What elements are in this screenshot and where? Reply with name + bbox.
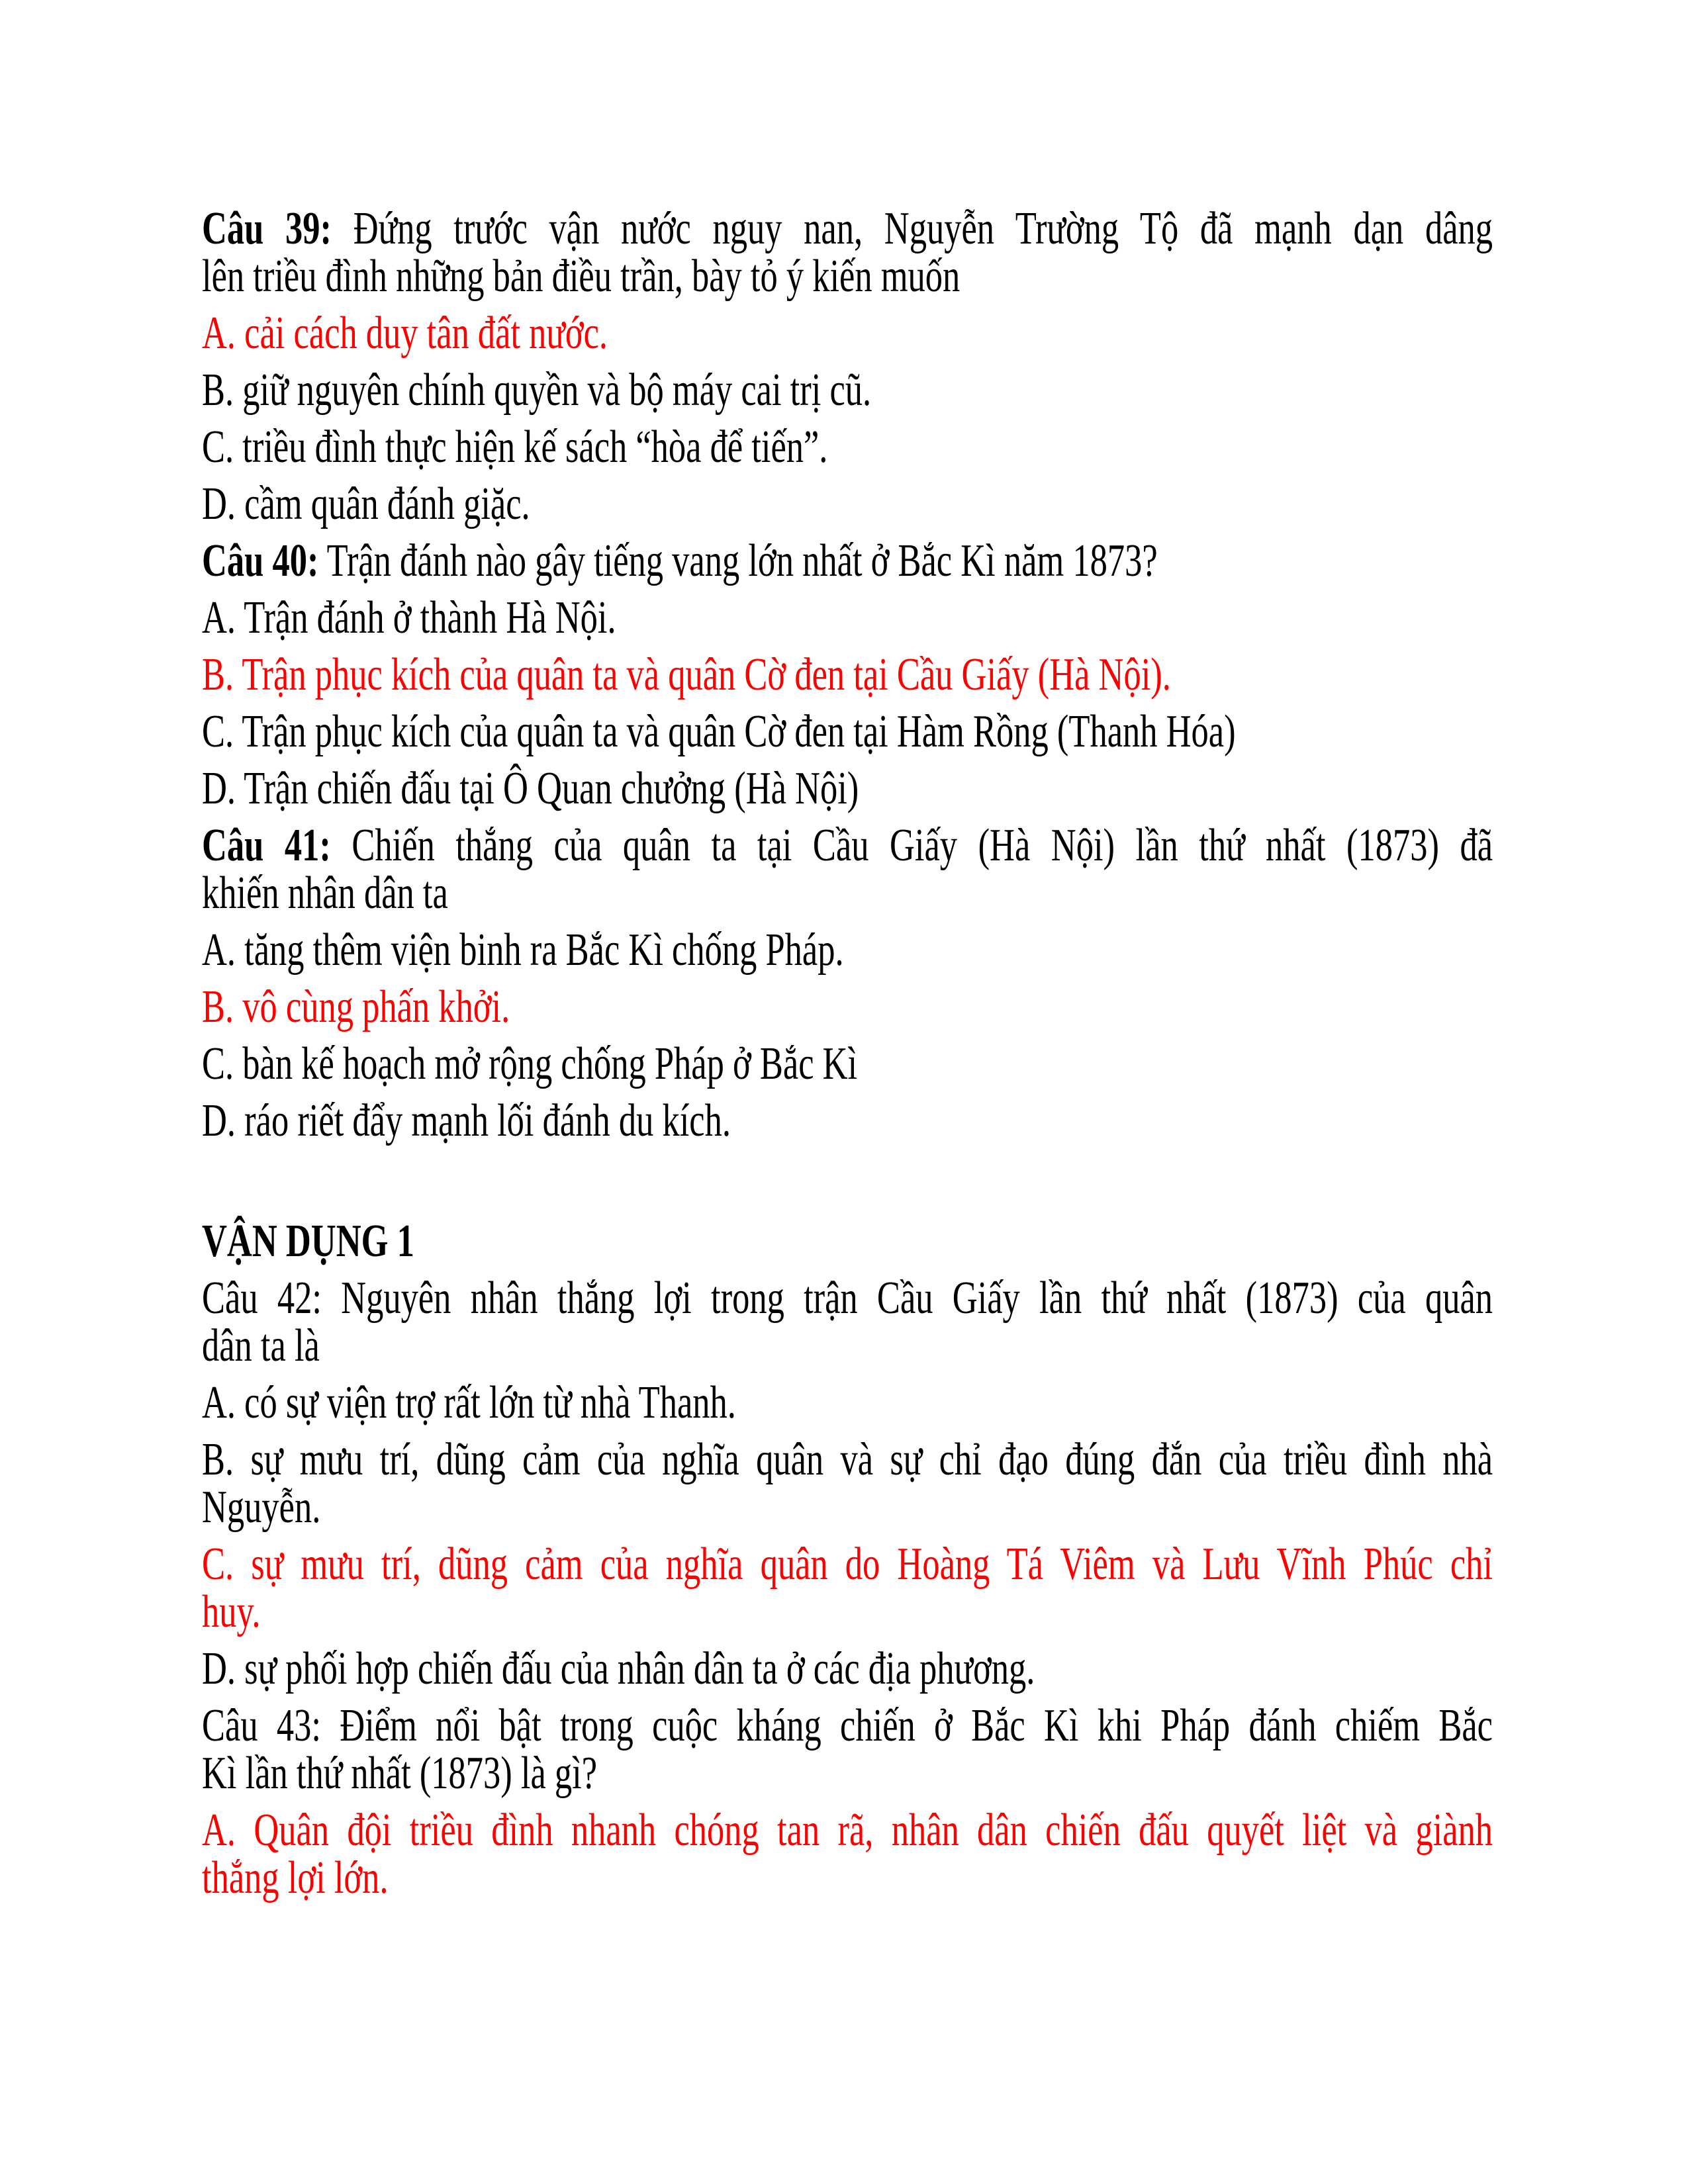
question-39-label: Câu 39:	[202, 203, 332, 254]
option-42-c-line-1: C. sự mưu trí, dũng cảm của nghĩa quân do Hoàng Tá Viêm và Lưu Vĩnh Phúc chỉ	[202, 1539, 1493, 1590]
option-39-d	[202, 480, 1493, 528]
option-39-c	[202, 424, 1493, 471]
option-42-b	[202, 1436, 1493, 1531]
option-39-c-text: C. triều đình thực hiện kế sách “hòa để tiến”.	[202, 422, 828, 473]
option-43-a	[202, 1807, 1493, 1902]
option-40-d-text: D. Trận chiến đấu tại Ô Quan chưởng (Hà Nội)	[202, 763, 859, 814]
option-40-c	[202, 708, 1493, 756]
option-42-d	[202, 1645, 1493, 1693]
option-40-a	[202, 594, 1493, 642]
option-43-a-line-1: A. Quân đội triều đình nhanh chóng tan rã, nhân dân chiến đấu quyết liệt và giành	[202, 1805, 1493, 1856]
question-43-stem-line-2: Kì lần thứ nhất (1873) là gì?	[202, 1748, 598, 1799]
option-40-b-text: B. Trận phục kích của quân ta và quân Cờ đen tại Cầu Giấy (Hà Nội).	[202, 649, 1171, 700]
question-40-stem-text: Trận đánh nào gây tiếng vang lớn nhất ở Bắc Kì năm 1873?	[326, 535, 1158, 586]
option-41-b-text: B. vô cùng phấn khởi.	[202, 981, 510, 1032]
option-41-d	[202, 1097, 1493, 1145]
option-42-c	[202, 1541, 1493, 1636]
question-39-stem-line-1: Đứng trước vận nước nguy nan, Nguyễn Trường Tộ đã mạnh dạn dâng	[353, 203, 1493, 254]
option-42-b-line-1: B. sự mưu trí, dũng cảm của nghĩa quân và sự chỉ đạo đúng đắn của triều đình nhà	[202, 1434, 1493, 1485]
option-41-a	[202, 927, 1493, 974]
question-43-stem	[202, 1702, 1493, 1797]
question-42-stem	[202, 1275, 1493, 1370]
option-43-a-line-2: thắng lợi lớn.	[202, 1852, 389, 1903]
section-heading-text: VẬN DỤNG 1	[202, 1216, 414, 1267]
option-39-a	[202, 310, 1493, 357]
question-41-label: Câu 41:	[202, 820, 331, 871]
question-41-stem	[202, 822, 1493, 917]
option-41-c-text: C. bàn kế hoạch mở rộng chống Pháp ở Bắc Kì	[202, 1038, 858, 1089]
option-41-a-text: A. tăng thêm viện binh ra Bắc Kì chống Pháp.	[202, 925, 844, 976]
option-40-b	[202, 651, 1493, 699]
text-line	[202, 537, 1493, 585]
option-42-a-text: A. có sự viện trợ rất lớn từ nhà Thanh.	[202, 1377, 736, 1428]
option-41-b	[202, 983, 1493, 1031]
option-42-a	[202, 1379, 1493, 1427]
option-39-b-text: B. giữ nguyên chính quyền và bộ máy cai trị cũ.	[202, 365, 872, 416]
document-page	[202, 205, 1493, 1911]
option-40-a-text: A. Trận đánh ở thành Hà Nội.	[202, 592, 616, 643]
option-39-d-text: D. cầm quân đánh giặc.	[202, 478, 530, 529]
question-43-stem-line-1: Câu 43: Điểm nổi bật trong cuộc kháng chiến ở Bắc Kì khi Pháp đánh chiếm Bắc	[202, 1700, 1493, 1751]
option-40-d	[202, 765, 1493, 813]
text-line	[202, 205, 1493, 253]
section-heading	[202, 1218, 1493, 1265]
option-41-c	[202, 1040, 1493, 1088]
option-39-a-text: A. cải cách duy tân đất nước.	[202, 308, 608, 359]
option-42-c-line-2: huy.	[202, 1586, 261, 1637]
question-41-stem-line-1: Chiến thắng của quân ta tại Cầu Giấy (Hà Nội) lần thứ nhất (1873) đã	[352, 820, 1493, 871]
option-39-b	[202, 367, 1493, 414]
question-42-stem-line-1: Câu 42: Nguyên nhân thắng lợi trong trận Cầu Giấy lần thứ nhất (1873) của quân	[202, 1273, 1493, 1324]
option-42-d-text: D. sự phối hợp chiến đấu của nhân dân ta ở các địa phương.	[202, 1643, 1035, 1694]
question-39-stem-line-2: lên triều đình những bản điều trần, bày tỏ ý kiến muốn	[202, 251, 961, 302]
option-42-b-line-2: Nguyễn.	[202, 1482, 321, 1533]
question-41-stem-line-2: khiến nhân dân ta	[202, 868, 448, 919]
question-40-label: Câu 40:	[202, 535, 319, 586]
question-42-stem-line-2: dân ta là	[202, 1320, 320, 1371]
question-40-stem	[202, 537, 1493, 585]
option-40-c-text: C. Trận phục kích của quân ta và quân Cờ đen tại Hàm Rồng (Thanh Hóa)	[202, 706, 1236, 757]
option-41-d-text: D. ráo riết đẩy mạnh lối đánh du kích.	[202, 1095, 731, 1146]
text-line	[202, 822, 1493, 870]
question-39-stem	[202, 205, 1493, 300]
